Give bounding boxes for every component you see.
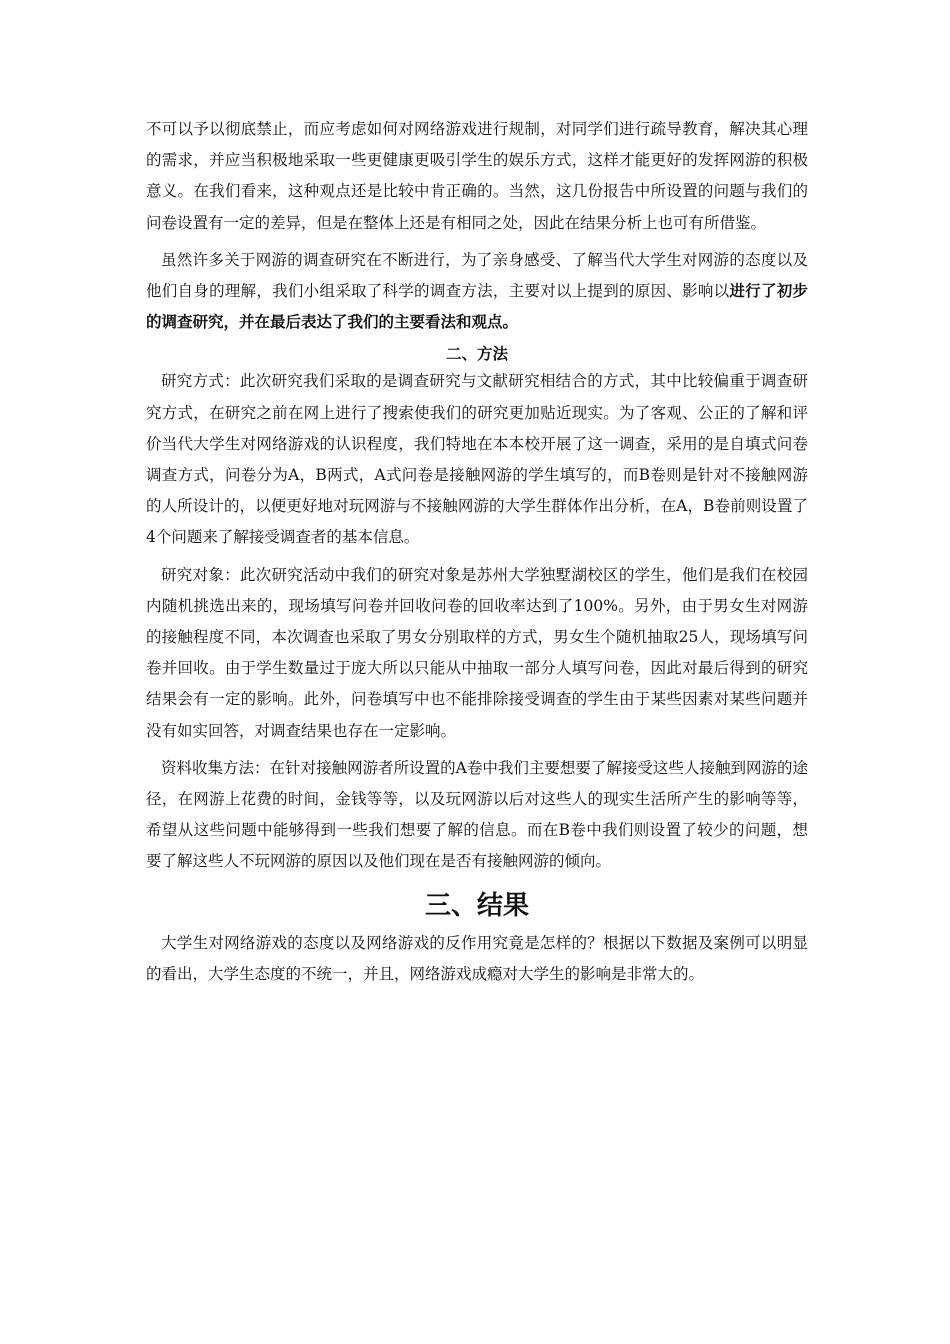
paragraph-research-method: 研究方式：此次研究我们采取的是调查研究与文献研究相结合的方式，其中比较偏重于调查研究方式，在研究之前在网上进行了搜索使我们的研究更加贴近现实。为了客观、公正的了解和评价当代大学生对网络游戏的认识程度，我们特地在本本校开展了这一调查，采用的是自填式问卷调查方式，问卷分为A，B两式，A式问卷是接触网游的学生填写的，而B卷则是针对不接触网游的人所设计的，以便更好地对玩网游与不接触网游的大学生群体作出分析，在A，B卷前则设置了4个问题来了解接受调查者的基本信息。: [146, 372, 808, 547]
paragraph-study-purpose-text: 虽然许多关于网游的调查研究在不断进行，为了亲身感受、了解当代大学生对网游的态度以及他们自身的理解，我们小组采取了科学的调查方法，主要对以上提到的原因、影响以: [146, 250, 808, 301]
document-body: [146, 114, 808, 990]
paragraph-data-collection: 资料收集方法：在针对接触网游者所设置的A卷中我们主要想要了解接受这些人接触到网游的途径，在网游上花费的时间，金钱等等，以及玩网游以后对这些人的现实生活所产生的影响等等，希望从这些问题中能够得到一些我们想要了解的信息。而在B卷中我们则设置了较少的问题，想要了解这些人不玩网游的原因以及他们现在是否有接触网游的倾向。: [146, 758, 808, 871]
section-heading-results: 三、结果: [424, 890, 529, 921]
paragraph-prior-reports: 不可以予以彻底禁止，而应考虑如何对网络游戏进行规制，对同学们进行疏导教育，解决其心理的需求，并应当积极地采取一些更健康更吸引学生的娱乐方式，这样才能更好的发挥网游的积极意义。在我们看来，这种观点还是比较中肯正确的。当然，这几份报告中所设置的问题与我们的问卷设置有一定的差异，但是在整体上还是有相同之处，因此在结果分析上也可有所借鉴。: [146, 120, 808, 232]
paragraph-study-purpose: [146, 245, 808, 339]
paragraph-research-subject: 研究对象：此次研究活动中我们的研究对象是苏州大学独墅湖校区的学生，他们是我们在校园内随机挑选出来的，现场填写问卷并回收问卷的回收率达到了100%。另外，由于男女生对网游的接触程度不同，本次调查也采取了男女分别取样的方式，男女生个随机抽取25人，现场填写问卷并回收。由于学生数量过于庞大所以只能从中抽取一部分人填写问卷，因此对最后得到的研究结果会有一定的影响。此外，问卷填写中也不能排除接受调查的学生由于某些因素对某些问题并没有如实回答，对调查结果也存在一定影响。: [146, 565, 808, 740]
paragraph-results-intro: 大学生对网络游戏的态度以及网络游戏的反作用究竟是怎样的？根据以下数据及案例可以明显的看出，大学生态度的不统一，并且，网络游戏成瘾对大学生的影响是非常大的。: [146, 933, 808, 983]
section-heading-methods: 二、方法: [445, 345, 508, 364]
paragraph-study-purpose-bold: 进行了初步的调查研究，并在最后表达了我们的主要看法和观点。: [146, 282, 808, 332]
